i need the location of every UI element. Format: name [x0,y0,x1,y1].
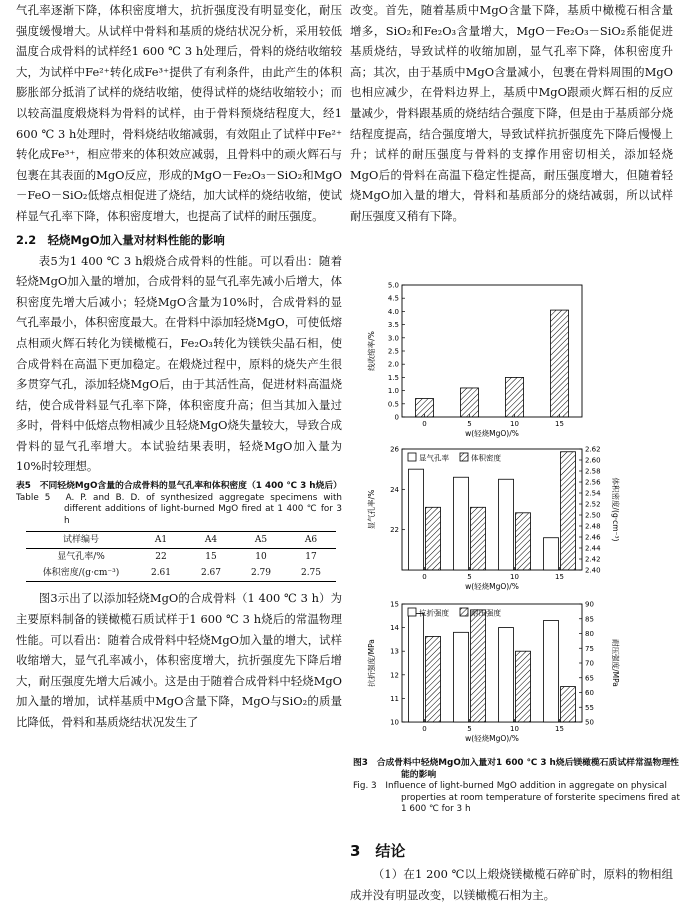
x-tick-label: 10 [510,420,519,428]
y2-tick-label: 2.54 [585,489,601,498]
y-tick-label: 24 [390,485,399,494]
table-cell: 10 [255,552,267,563]
legend-swatch [408,453,416,461]
bar [454,632,469,722]
y-tick-label: 11 [390,694,399,703]
y2-tick-label: 60 [585,689,594,697]
y2-tick-label: 80 [585,630,594,638]
y2-tick-label: 85 [585,615,594,624]
table-cell: 15 [205,552,217,563]
legend-label: 显气孔率 [419,453,449,463]
y-tick-label: 1.0 [387,387,399,396]
table5-caption [16,481,342,527]
y2-tick-label: 75 [585,644,594,653]
table-cell: 17 [305,552,317,563]
bar [471,507,486,570]
y2-tick-label: 2.42 [585,555,601,564]
bar [516,651,531,722]
y2-tick-label: 2.60 [585,456,601,465]
bar [551,310,569,417]
right-column [350,0,673,227]
y2-tick-label: 2.52 [585,500,601,509]
table-cell: 2.61 [136,565,186,582]
legend-swatch [460,608,468,616]
y2-tick-label: 2.50 [585,511,601,520]
y2-tick-label: 2.44 [585,544,601,553]
bar [461,388,479,417]
body-paragraph: （1）在1 200 ℃以上煅烧镁橄榄石碎矿时，原料的物相组成并没有明显改变，以镁橄榄石相为主。 [350,867,673,902]
section-heading-2-2: 2.2 轻烧MgO加入量对材料性能的影响 [16,232,225,247]
x-tick-label: 5 [467,420,472,428]
y2-tick-label: 65 [585,674,594,683]
fig3-caption-en: Fig. 3 Influence of light-burned MgO addition in aggregate on physical properties at room temperature of forsterite specimens fired at 1 600 ℃ for 3 h [353,781,680,815]
figure-3-caption [353,758,683,816]
bar [409,469,424,570]
legend-swatch [408,608,416,616]
y-tick-label: 10 [390,718,399,727]
y2-tick-label: 2.48 [585,522,601,531]
y2-tick-label: 50 [585,718,594,727]
legend-label: 体积密度 [471,453,501,463]
y-tick-label: 22 [390,526,399,535]
table-cell: 2.67 [186,565,236,582]
x-axis-label: w(轻烧MgO)/% [465,429,519,438]
y-axis-label: 显气孔率/% [367,489,376,530]
y-tick-label: 0 [394,413,399,422]
y-axis-label: 线收缩率/% [367,331,376,371]
bar [471,610,486,722]
x-tick-label: 5 [467,725,472,733]
body-paragraph: 表5为1 400 ℃ 3 h煅烧合成骨料的性能。可以看出：随着轻烧MgO加入量的增加，合成骨料的显气孔率先减小后增大，体积密度先增大后减小；轻烧MgO含量为10%时，合成骨料的显气孔率最小，体积密度最大。在骨料中添加轻烧MgO，可使低熔点相顽火辉石转化为镁橄榄石，Fe₂O₃转化为镁铁尖晶石相，使合成骨料在高温下更加稳定。在煅烧过程中，原料的烧失产生很多贯穿气孔，添加轻烧MgO后，由于其活性高，促进材料高温烧结，使合成骨料显气孔率下降，体积密度升高；但当其加入量过多时，骨料中低熔点物相减少且轻烧MgO烧失量较大，导致合成骨料的显气孔率增大。本试验结果表明，轻烧MgO加入量为10%时较理想。 [16,253,342,474]
body-paragraph: 图3示出了以添加轻烧MgO的合成骨料（1 400 ℃ 3 h）为主要原料制备的镁橄榄石质试样于1 600 ℃ 3 h烧后的常温物理性能。可以看出：随着合成骨料中轻烧MgO加入量的增大，试样收缩增大，显气孔率减小，体积密度增大，抗折强度先下降后增大，耐压强度先增大后减小。这是由于随着合成骨料中轻烧MgO加入量的增加，试样基质中MgO含量下降，MgO与SiO₂的质量比降低，骨料和基质烧结状况发生了 [16,591,342,729]
figure-3 [352,282,652,752]
bar [416,399,434,417]
conclusion-section [350,838,673,905]
table-cell: 2.75 [286,565,336,582]
x-tick-label: 0 [422,573,427,581]
table-header-cell: A5 [236,532,286,549]
y-tick-label: 3.0 [387,334,399,343]
y-tick-label: 3.5 [387,321,399,330]
table-header-row [26,532,336,549]
y-tick-label: 14 [390,624,399,633]
bar [426,507,441,570]
y-tick-label: 5.0 [387,282,399,290]
x-tick-label: 15 [555,573,564,581]
legend-label: 耐压强度 [471,608,501,618]
table-header-cell: A1 [136,532,186,549]
body-paragraph: 改变。首先，随着基质中MgO含量下降，基质中橄榄石相含量增多，SiO₂和Fe₂O₃含量增大，MgO－Fe₂O₃－SiO₂系能促进基质烧结，导致试样的收缩加剧，显气孔率下降，体积密度升高；其次，由于基质中MgO含量减小，包裹在骨料周围的MgO也相应减少，在骨料边界上，基质中MgO跟顽火辉石相的反应量减少，骨料跟基质的烧结结合强度下降，但是由于基质部分烧结程度提高，结合强度增大，导致试样抗折强度先下降后慢慢上升；试样的耐压强度与骨料的支撑作用密切相关，添加轻烧MgO后的骨料在高温下稳定性提高，耐压强度增大，但随着轻烧MgO加入量的增大，骨料和基质部分的烧结减弱，所以试样耐压强度又稍有下降。 [350,3,673,223]
bar [454,477,469,570]
bar [516,513,531,570]
bar [426,636,441,722]
y2-tick-label: 90 [585,600,594,609]
table-row-label: 显气孔率/% [57,552,105,563]
y-axis-label: 抗折强度/MPa [367,639,376,687]
section-heading-3: 3 结论 [350,842,406,860]
table5 [26,531,336,582]
table5-title-en: Table 5 A. P. and B. D. of synthesized aggregate specimens with different additions of light-burned MgO fired at 1 400 ℃ for 3 h [16,492,342,526]
y-tick-label: 2.0 [387,360,399,369]
bar [499,628,514,722]
y-tick-label: 12 [390,671,399,680]
bar [409,613,424,722]
table5-title-cn: 表5 不同轻烧MgO含量的合成骨料的显气孔率和体积密度（1 400 ℃ 3 h烧后） [16,481,342,492]
y-tick-label: 4.5 [387,294,399,303]
table-header-cell: A6 [286,532,336,549]
y2-axis-label: 耐压强度/MPa [611,639,620,687]
x-tick-label: 10 [510,725,519,733]
x-tick-label: 10 [510,573,519,581]
bar [544,538,559,570]
table-row [26,549,336,566]
y-tick-label: 26 [390,445,399,454]
y2-tick-label: 2.62 [585,445,601,454]
bar [499,479,514,570]
y-tick-label: 1.5 [387,373,399,382]
y2-tick-label: 70 [585,659,594,668]
x-tick-label: 0 [422,420,427,428]
table-cell: 2.79 [236,565,286,582]
y-tick-label: 15 [390,600,399,609]
bar [544,621,559,722]
y2-axis-label: 体积密度/(g·cm⁻³) [611,477,620,542]
y2-tick-label: 2.46 [585,533,601,542]
y2-tick-label: 2.58 [585,467,601,476]
fig3-caption-cn: 图3 合成骨料中轻烧MgO加入量对1 600 ℃ 3 h烧后镁橄榄石质试样常温物理性能的影响 [353,758,679,780]
y2-tick-label: 2.40 [585,566,601,575]
table-cell: 22 [155,552,167,563]
y-tick-label: 0.5 [387,400,399,409]
table-header-cell: A4 [186,532,236,549]
x-axis-label: w(轻烧MgO)/% [465,582,519,591]
y2-tick-label: 2.56 [585,478,601,487]
figure-3-charts [352,282,652,752]
legend-swatch [460,453,468,461]
y-tick-label: 13 [390,647,399,656]
x-tick-label: 0 [422,725,427,733]
table-row-label: 体积密度/(g·cm⁻³) [26,565,136,582]
table-row [26,565,336,582]
x-tick-label: 15 [555,725,564,733]
bar [506,377,524,417]
bar [561,687,576,722]
table-header-cell: 试样编号 [26,532,136,549]
x-tick-label: 5 [467,573,472,581]
x-tick-label: 15 [555,420,564,428]
bar [561,452,576,570]
legend-label: 抗折强度 [419,608,449,618]
y2-tick-label: 55 [585,703,594,712]
y-tick-label: 4.0 [387,307,399,316]
x-axis-label: w(轻烧MgO)/% [465,734,519,743]
left-column [16,0,342,733]
y-tick-label: 2.5 [387,347,399,356]
body-paragraph: 气孔率逐渐下降，体积密度增大，抗折强度没有明显变化，耐压强度缓慢增大。从试样中骨料和基质的烧结状况分析，采用较低温度合成骨料的试样经1 600 ℃ 3 h处理后，骨料的烧结收缩较大，为试样中Fe²⁺转化成Fe³⁺提供了有利条件，由此产生的体积膨胀部分抵消了试样的烧结收缩，使得试样的烧结收缩较小；而以较高温度煅烧料为骨料的试样，由于骨料预烧结程度大，经1 600 ℃ 3 h处理时，骨料烧结收缩减弱，有效阻止了试样中Fe²⁺转化成Fe³⁺，相应带来的体积效应减弱，且骨料中的顽火辉石与包裹在其表面的MgO反应，形成的MgO－Fe₂O₃－SiO₂和MgO－FeO－SiO₂低熔点相促进了烧结，加大试样的烧结收缩，使试样显气孔率下降，体积密度增大，也提高了试样的耐压强度。 [16,3,342,223]
